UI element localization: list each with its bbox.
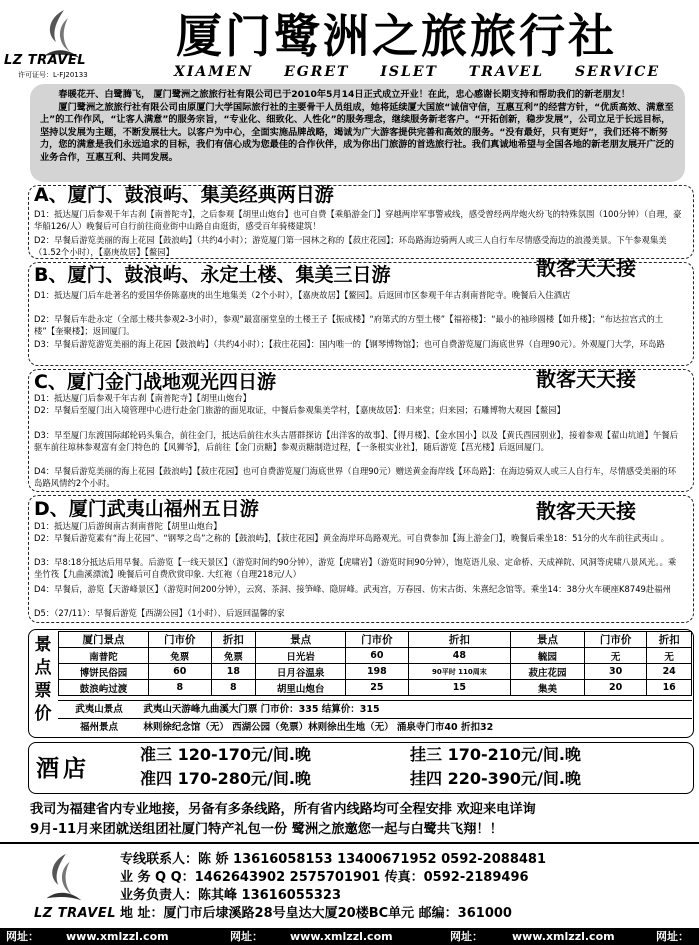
logo-text: LZ TRAVEL	[4, 53, 87, 68]
tour-day: D4：早餐后，游览【天游峰景区】（游览时间200分钟），云窝、茶洞、接笋峰、隐屏峰。武夷宫，万春园、仿宋古街、朱熹纪念馆等。乘坐14：38分火车硬座K8749赴福州	[34, 584, 671, 594]
hotel-label: 酒店	[36, 756, 90, 782]
header-cell: 厦门景点	[59, 632, 149, 648]
header-cell: 折扣	[408, 632, 510, 648]
header-cell: 折扣	[647, 632, 692, 648]
tour-title-c: C、厦门金门战地观光四日游	[34, 371, 276, 393]
intro-paragraph: 厦门鹭洲之旅旅行社有限公司由原厦门大学国际旅行社的主要骨干人员组成，她将延续厦大国旅“诚信守信，互惠互利”的经营方针，“优质高效、满意至上”的工作作风，“让客人满意”的服务宗旨，“专业化、细致化、人性化”的服务理念，继续服务新老客户。“开拓创新，稳步发展”，公司立足于长远目标，坚持以发展为主题，不断发展壮大。以客户为中心，全面实施品牌战略，竭诚为广大游客提供完善和高效的服务。“没有最好，只有更好”，我们还将不断努力，您的满意是我们永远追求的目标，我们有信心成为您最佳的合作伙伴，成为你出门旅游的首选旅行社。我们真诚地希望与全国各地的新老朋友展开广泛的业务合作，互惠互利、共同发展。	[40, 101, 674, 163]
table-cell: 毓园	[511, 648, 585, 664]
tour-day: D1：抵达厦门后参观千年古刹【南普陀寺】【胡里山炮台】	[34, 393, 251, 403]
tour-day: D2：早餐后游览素有“海上花园”、“钢琴之岛”之称的【鼓浪屿】，【菽庄花园】黄金海岸环岛路观光。可自费参加【海上游金门】，晚餐后乘坐18：51分的火车前往武夷山 。	[34, 533, 670, 543]
contact-line: 业务负责人：陈其峰 13616055323	[120, 888, 342, 903]
url-link[interactable]: www.xmlzzl.com	[66, 930, 169, 943]
table-cell: 集美	[511, 680, 585, 696]
tour-day: D4：早餐后游览美丽的海上花园【鼓浪屿】【菽庄花园】也可自费游览厦门海底世界（自理90元）赠送黄金海岸线【环岛路】：在海边骑双人或三人自行车，尽情感受美丽的环岛路风情约2个小时。	[34, 466, 677, 488]
table-cell: 日光岩	[256, 648, 346, 664]
table-cell: 18	[211, 664, 256, 680]
table-cell: 16	[647, 680, 692, 696]
promo-notice	[30, 800, 690, 840]
company-title: 厦门鹭洲之旅旅行社	[176, 9, 617, 63]
notice-line: 9月-11月来团就送组团社厦门特产礼包一份 鹭洲之旅邀您一起与白鹭共飞翔！！	[30, 822, 503, 837]
header-cell: 门市价	[149, 632, 212, 648]
tour-day: D3：早餐后游览游览美丽的海上花园【鼓浪屿】（共约4小时）；【菽庄花园】：国内唯一的【钢琴博物馆】；也可自费游览厦门海底世界（自理90元）。外观厦门大学，环岛路	[34, 339, 665, 349]
table-cell: 90平时 110周末	[408, 664, 510, 680]
daily-departure-badge: 散客天天接	[536, 499, 636, 523]
hotel-price: 挂三 170-210元/间.晚	[410, 745, 581, 764]
contact-line: 专线联系人：陈 娇 13616058153 13400671952 0592-2088481	[120, 852, 546, 867]
fuzhou-text: 林则徐纪念馆（无） 西湖公园（免票）林则徐出生地（无） 涌泉寺门市40 折扣32	[143, 722, 494, 733]
tour-day: D5：（27/11）：早餐后游览【西湖公园】（1小时）、后返回温馨的家	[34, 608, 285, 618]
header-cell: 折扣	[211, 632, 256, 648]
table-cell: 15	[408, 680, 510, 696]
table-row	[59, 664, 692, 680]
price-table-header	[59, 632, 692, 648]
company-title-en: XIAMEN EGRET ISLET TRAVEL SERVICE	[174, 64, 661, 80]
tour-title-a: A、厦门、鼓浪屿、集美经典两日游	[34, 184, 334, 206]
table-cell: 胡里山炮台	[256, 680, 346, 696]
header-cell: 景点	[511, 632, 585, 648]
daily-departure-badge: 散客天天接	[536, 256, 636, 280]
url-label: 网址：	[656, 930, 689, 943]
hotel-price: 挂四 220-390元/间.晚	[410, 769, 581, 788]
table-cell: 鼓浪屿过渡	[59, 680, 149, 696]
contact-line: 地 址：厦门市后埭溪路28号皇达大厦20楼BC单元 邮编：361000	[120, 906, 512, 921]
tour-day: D1：抵达厦门后游闽南古刹南普陀【胡里山炮台】	[34, 521, 222, 531]
intro-paragraph: 春暖花开、白鹭腾飞， 厦门鹭洲之旅旅行社有限公司已于2010年5月14日正式成立开业！在此，忠心感谢长期支持和帮助我们的新老朋友！	[58, 89, 631, 100]
table-cell: 免票	[149, 648, 212, 664]
daily-departure-badge: 散客天天接	[536, 367, 636, 391]
table-cell: 菽庄花园	[511, 664, 585, 680]
table-cell: 20	[584, 680, 647, 696]
wuyi-price-row	[58, 700, 692, 717]
table-cell: 无	[647, 648, 692, 664]
hotel-box	[28, 742, 694, 794]
url-bar	[0, 928, 699, 945]
tour-title-b: B、厦门、鼓浪屿、永定土楼、集美三日游	[34, 264, 391, 286]
notice-line: 我司为福建省内专业地接，另备有多条线路，所有省内线路均可全程安排 欢迎来电详询	[30, 802, 536, 817]
table-cell: 24	[647, 664, 692, 680]
table-cell: 48	[408, 648, 510, 664]
contact-line: 业 务 Q Q：1462643902 2575701901 传真：0592-2189496	[120, 870, 529, 885]
footer-divider	[0, 842, 699, 844]
table-cell: 无	[584, 648, 647, 664]
tour-title-d: D、厦门武夷山福州五日游	[34, 498, 259, 520]
url-label: 网址：	[450, 930, 483, 943]
license-number: 许可证号：L-FJ20133	[18, 71, 88, 79]
hotel-price: 准三 120-170元/间.晚	[140, 745, 311, 764]
table-cell: 博饼民俗园	[59, 664, 149, 680]
tour-day: D2：早餐后车赴永定（全部土楼共参观2-3小时），参观“最富丽堂皇的土楼王子【振成楼】“府第式的方型土楼”【福裕楼】：“最小的袖珍圆楼【如升楼】；“布达拉宫式的土楼”【奎聚楼】；返回厦门。	[34, 314, 664, 336]
table-cell: 日月谷温泉	[256, 664, 346, 680]
url-link[interactable]: www.xmlzzl.com	[512, 930, 615, 943]
footer-logo-text: LZ TRAVEL	[34, 906, 117, 921]
table-cell: 南普陀	[59, 648, 149, 664]
table-cell: 8	[149, 680, 212, 696]
wuyi-text: 武夷山天游峰九曲溪大门票 门市价：335 结算价：315	[143, 704, 380, 715]
wuyi-label: 武夷山景点	[75, 704, 123, 715]
tour-day: D2：早餐后游览美丽的海上花园【鼓浪屿】（共约4小时）；游览厦门第一园林之称的【菽庄花园】；环岛路海边骑两人或三人自行车尽情感受海边的浪漫美景。下午参观集美（1.52个小时），【嘉庚故居】【鳌园】	[34, 235, 667, 257]
tour-day: D1：抵达厦门后参观千年古刹【南普陀寺】，之后参观【胡里山炮台】也可自费【乘船游金门】穿越两岸军事警戒线，感受曾经两岸炮火纷飞的特殊氛围（100分钟）（自理，豪华船126/人）晚餐后可自行前往商业街中山路自由逛街，感受百年骑楼建筑！	[34, 209, 682, 231]
hotel-price: 准四 170-280元/间.晚	[140, 769, 311, 788]
table-cell: 198	[346, 664, 409, 680]
tour-day: D3：早至厦门东渡国际邮轮码头集合，前往金门，抵达后前往水头古厝群探访【出洋客的故事】、【得月楼】、【金水国小】以及【黄氏酉园别业】，接着参观【翟山坑道】午餐后驱车前往琼林参观富有金门特色的【风狮爷】，后前往【金门贡糖】参观贡糖制造过程，【一条根实业社】，随后游览【莒光楼】后返回厦门。	[34, 430, 679, 452]
url-label: 网址：	[6, 930, 39, 943]
tour-day: D2：早餐后至厦门出入境管理中心进行赴金门旅游的面见取证，中餐后参观集美学村，【嘉庚故居】：归来堂；归来园；石雕博物大观园【鳌园】	[34, 405, 566, 415]
fuzhou-price-row	[58, 718, 692, 735]
price-table	[58, 631, 692, 696]
table-cell: 8	[211, 680, 256, 696]
url-link[interactable]: www.xmlzzl.com	[290, 930, 393, 943]
header-cell: 景点	[256, 632, 346, 648]
table-cell: 60	[346, 648, 409, 664]
table-row	[59, 648, 692, 664]
tour-day: D1：抵达厦门后车赴著名的爱国华侨陈嘉庚的出生地集美（2个小时），【嘉庚故居】【鳌园】。后返回市区参观千年古刹南普陀寺。晚餐后入住酒店	[34, 290, 571, 300]
header-cell: 门市价	[346, 632, 409, 648]
table-row	[59, 680, 692, 696]
table-cell: 25	[346, 680, 409, 696]
fuzhou-label: 福州景点	[79, 722, 118, 733]
table-cell: 免票	[211, 648, 256, 664]
table-cell: 60	[149, 664, 212, 680]
table-cell: 30	[584, 664, 647, 680]
price-side-label: 景点票价	[34, 635, 52, 724]
url-label: 网址：	[230, 930, 263, 943]
tour-day: D3：早8:18分抵达后用早餐。后游览【一线天景区】（游览时间约90分钟），游览【虎啸岩】（游览时间90分钟），饱览语儿泉、定命桥、天成禅院、风洞等虎啸八景风光。。乘坐竹筏【九曲溪漂流】晚餐后可自费欣赏印象. 大红袍（自理218元/人）	[34, 557, 677, 579]
header-cell: 门市价	[584, 632, 647, 648]
intro-box	[30, 84, 685, 182]
egret-logo-icon	[40, 852, 84, 906]
